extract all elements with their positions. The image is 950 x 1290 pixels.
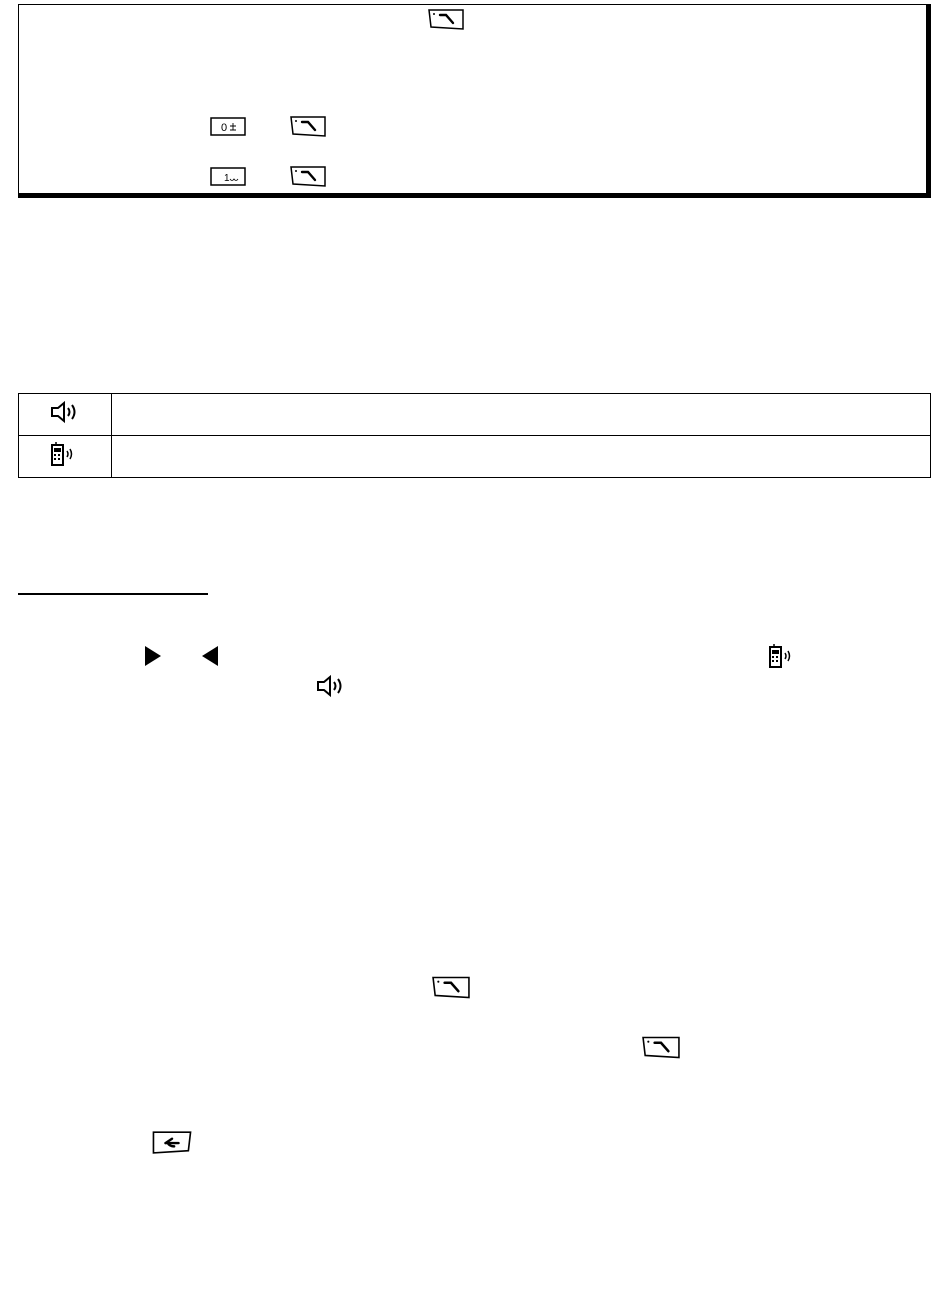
zero-key-icon <box>210 116 246 138</box>
left-arrow-icon <box>200 645 220 667</box>
handset-sound-icon <box>767 642 799 670</box>
icon-cell <box>19 436 112 478</box>
instruction-box <box>18 4 931 198</box>
right-arrow-icon <box>143 645 163 667</box>
icon-cell <box>19 394 112 436</box>
call-key-icon <box>642 1035 680 1059</box>
call-key-icon <box>428 8 464 30</box>
table-row <box>19 436 931 478</box>
table-row <box>19 394 931 436</box>
call-key-icon <box>290 165 326 187</box>
call-key-icon <box>290 115 326 137</box>
one-key-icon <box>210 166 246 188</box>
end-key-icon <box>152 1130 192 1154</box>
description-cell <box>112 394 931 436</box>
description-cell <box>112 436 931 478</box>
svg-text:0: 0 <box>221 122 228 134</box>
speaker-icon <box>49 400 81 424</box>
icon-table <box>18 393 931 478</box>
svg-text:1: 1 <box>224 173 230 184</box>
speaker-icon <box>315 672 347 700</box>
call-key-icon <box>432 975 470 999</box>
handset-sound-icon <box>49 441 81 467</box>
section-heading-underline <box>18 593 208 595</box>
